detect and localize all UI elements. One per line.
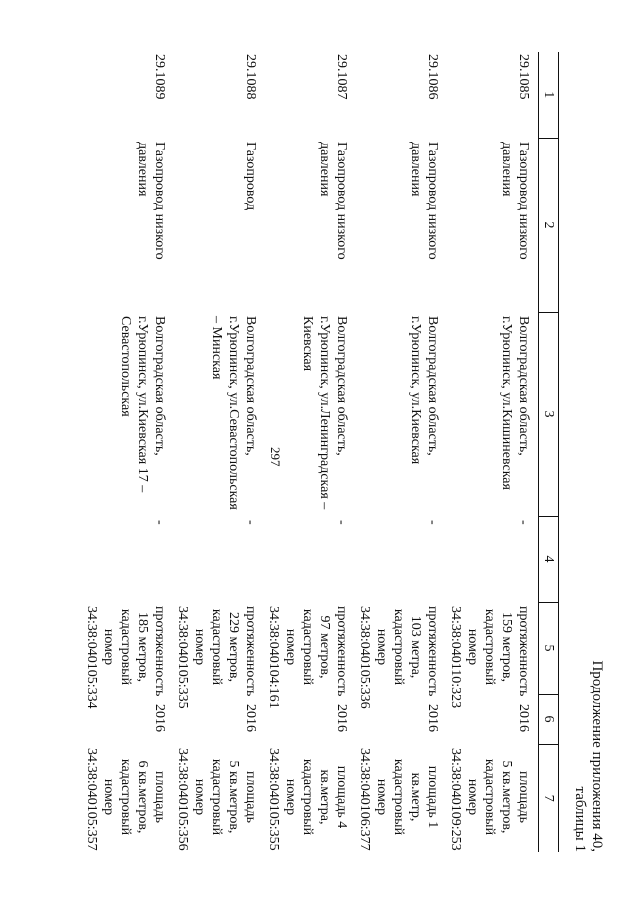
column-4-value: - bbox=[152, 520, 167, 525]
column-header: 3 bbox=[539, 312, 559, 516]
table-row bbox=[265, 52, 356, 852]
column-header: 5 bbox=[539, 602, 559, 694]
length-info bbox=[83, 602, 174, 709]
area-line: 34:38:040105:355 bbox=[266, 748, 281, 851]
area-line: кадастровый номер bbox=[374, 758, 406, 836]
table-row bbox=[174, 52, 265, 852]
row-number: 29.1085 bbox=[516, 54, 531, 100]
length-info bbox=[265, 602, 356, 709]
length-line: 97 метров, bbox=[317, 615, 332, 679]
length-line: протяженность bbox=[152, 606, 167, 697]
area-info bbox=[265, 744, 356, 852]
length-line: протяженность bbox=[516, 606, 531, 697]
length-line: кадастровый номер bbox=[374, 608, 406, 686]
row-number: 29.1088 bbox=[243, 54, 258, 100]
object-address: Волгоградская область, г.Урюпинск, ул.Кишиневская bbox=[499, 316, 531, 490]
area-info bbox=[83, 744, 174, 852]
length-line: 185 метров, bbox=[135, 612, 150, 682]
area-line: площадь 4 кв.метра, bbox=[317, 765, 349, 829]
column-4-value: - bbox=[334, 520, 349, 525]
row-number: 29.1086 bbox=[425, 54, 440, 100]
area-line: 5 кв.метров, bbox=[226, 760, 241, 834]
year: 2016 bbox=[334, 704, 349, 732]
length-line: 34:38:040104:161 bbox=[266, 606, 281, 709]
length-info bbox=[174, 602, 265, 709]
row-number: 29.1089 bbox=[152, 54, 167, 100]
year: 2016 bbox=[516, 704, 531, 732]
object-name: Газопровод bbox=[243, 142, 258, 211]
table-row bbox=[356, 52, 447, 852]
object-name: Газопровод низкого давления bbox=[408, 142, 440, 260]
length-line: 34:38:040105:336 bbox=[357, 606, 372, 709]
area-info bbox=[447, 744, 539, 852]
area-line: кадастровый номер bbox=[101, 758, 133, 836]
column-header: 1 bbox=[539, 52, 559, 138]
length-info bbox=[356, 602, 447, 709]
table-caption bbox=[571, 660, 605, 852]
length-line: 229 метров, bbox=[226, 612, 241, 682]
area-line: 6 кв.метров, bbox=[135, 760, 150, 834]
caption-line-1: Продолжение приложения 40, bbox=[589, 660, 605, 852]
length-info bbox=[447, 602, 539, 709]
area-info bbox=[356, 744, 447, 852]
object-name: Газопровод низкого давления bbox=[135, 142, 167, 260]
area-line: 34:38:040105:357 bbox=[84, 748, 99, 851]
object-name: Газопровод низкого давления bbox=[499, 142, 531, 260]
area-line: 34:38:040105:356 bbox=[175, 748, 190, 851]
length-line: кадастровый номер bbox=[101, 608, 133, 686]
object-address: Волгоградская область, г.Урюпинск, ул.Ленинградская – Киевская bbox=[300, 316, 349, 510]
area-info bbox=[174, 744, 265, 852]
column-header: 7 bbox=[539, 744, 559, 852]
length-line: 34:38:040105:334 bbox=[84, 606, 99, 709]
table-row bbox=[83, 52, 174, 852]
length-line: кадастровый номер bbox=[465, 608, 497, 686]
page-number: 297 bbox=[268, 447, 283, 467]
year: 2016 bbox=[425, 704, 440, 732]
table-row bbox=[447, 52, 539, 852]
length-line: кадастровый номер bbox=[283, 608, 315, 686]
object-name: Газопровод низкого давления bbox=[317, 142, 349, 260]
object-address: Волгоградская область, г.Урюпинск, ул.Киевская bbox=[408, 316, 440, 465]
column-4-value: - bbox=[243, 520, 258, 525]
column-4-value: - bbox=[425, 520, 440, 525]
area-line: кадастровый номер bbox=[465, 758, 497, 836]
length-line: протяженность bbox=[334, 606, 349, 697]
row-number: 29.1087 bbox=[334, 54, 349, 100]
length-line: 34:38:040105:335 bbox=[175, 606, 190, 709]
length-line: кадастровый номер bbox=[192, 608, 224, 686]
caption-line-2: таблицы 1 bbox=[572, 786, 588, 852]
area-line: кадастровый номер bbox=[192, 758, 224, 836]
area-line: 5 кв.метров, bbox=[499, 760, 514, 834]
length-line: 34:38:040110:323 bbox=[448, 606, 463, 709]
year: 2016 bbox=[243, 704, 258, 732]
column-4-value: - bbox=[516, 520, 531, 525]
year: 2016 bbox=[152, 704, 167, 732]
area-line: 34:38:040106:377 bbox=[357, 748, 372, 851]
table-header-row bbox=[539, 52, 559, 852]
object-address: Волгоградская область, г.Урюпинск, ул.Киевская 17 – Севастопольская bbox=[118, 316, 167, 493]
rotated-page-content bbox=[59, 52, 605, 852]
length-line: 159 метров, bbox=[499, 612, 514, 682]
length-line: протяженность bbox=[425, 606, 440, 697]
column-header: 6 bbox=[539, 694, 559, 744]
registry-table bbox=[83, 52, 559, 852]
area-line: площадь bbox=[516, 771, 531, 823]
area-line: кадастровый номер bbox=[283, 758, 315, 836]
area-line: площадь bbox=[243, 771, 258, 823]
area-line: площадь 1 кв.метр, bbox=[408, 765, 440, 829]
column-header: 2 bbox=[539, 138, 559, 312]
area-line: площадь bbox=[152, 771, 167, 823]
object-address: Волгоградская область, г.Урюпинск, ул.Севастопольская – Минская bbox=[209, 316, 258, 510]
column-header: 4 bbox=[539, 516, 559, 602]
length-line: протяженность bbox=[243, 606, 258, 697]
length-line: 103 метра, bbox=[408, 615, 423, 679]
area-line: 34:38:040109:253 bbox=[448, 748, 463, 851]
